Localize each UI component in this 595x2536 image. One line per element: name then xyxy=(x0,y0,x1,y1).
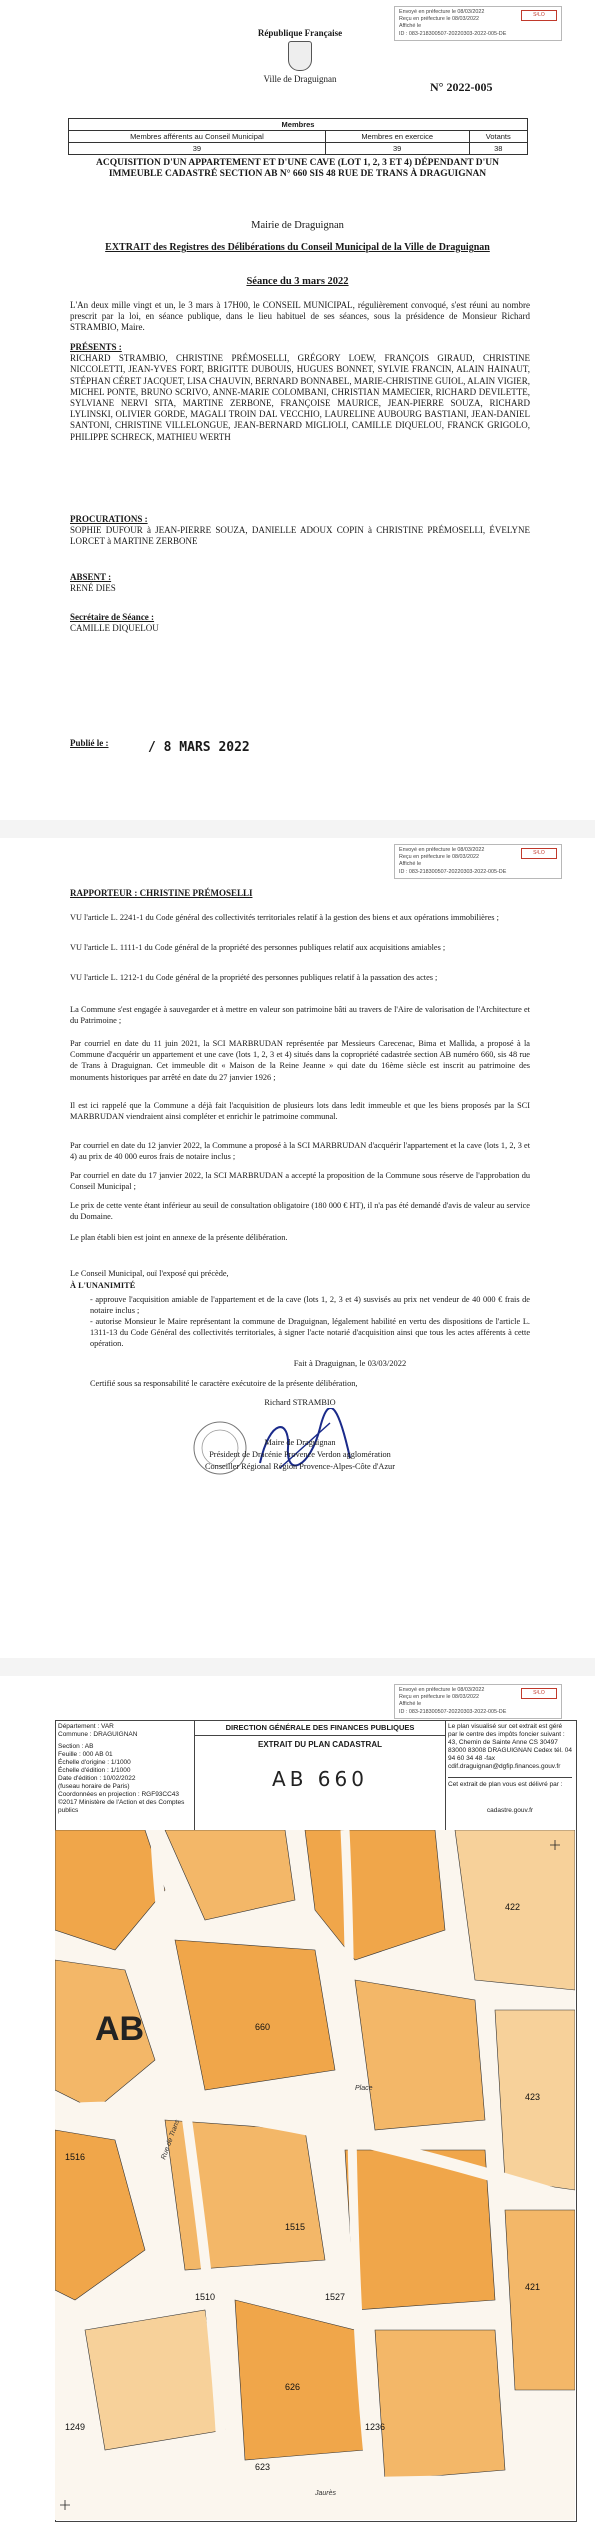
section-label: AB xyxy=(95,2010,145,2048)
page-separator xyxy=(0,820,595,838)
extrait-label: EXTRAIT des Registres des Délibérations du Conseil Municipal de la Ville de Draguignan xyxy=(105,242,490,253)
paragraph-2: Par courriel en date du 11 juin 2021, la SCI MARBRUDAN représentée par Messieurs Carecenac, Bima et Mallida, a proposé à la Commune d'acquérir un appartement et une cave (lots 1, 2, 3 et 4) situés dans la copropriété cadastrée section AB numéro 660, sis 48 rue de Trans à Draguignan. Cet immeuble dit « Maison de la Reine Jeanne » qui date du 16ème siècle est inscrit au patrimoine des monuments historiques par arrêté en date du 27 janvier 1926 ; xyxy=(70,1039,530,1082)
secretaire-name: CAMILLE DIQUELOU xyxy=(70,623,159,634)
city-coat-of-arms xyxy=(288,41,312,71)
vu-3: VU l'article L. 1212-1 du Code général de la propriété des personnes publiques relatif à la passation des actes ; xyxy=(70,973,438,982)
vu-1: VU l'article L. 2241-1 du Code général des collectivités territoriales relatif à la gestion des biens et aux opérations immobilières ; xyxy=(70,913,499,922)
plan-fuseau: (fuseau horaire de Paris) xyxy=(58,1783,130,1790)
prefecture-stamp xyxy=(394,1684,562,1719)
plan-header xyxy=(55,1720,575,1831)
procurations-label: PROCURATIONS : xyxy=(70,514,148,524)
plan-commune: Commune : DRAGUIGNAN xyxy=(58,1731,138,1738)
deliberation-number: N° 2022-005 xyxy=(430,80,493,94)
paragraph-7: Le plan établi bien est joint en annexe de la présente délibération. xyxy=(70,1233,288,1242)
stamp-line: Envoyé en préfecture le 08/03/2022 xyxy=(399,1687,485,1693)
absent-section xyxy=(70,572,530,594)
presents-label: PRÉSENTS : xyxy=(70,342,122,352)
absent-list: RENÉ DIES xyxy=(70,583,116,594)
parcel-number: 660 xyxy=(255,2022,271,2032)
prefecture-stamp xyxy=(394,6,562,41)
street-name: Jaurès xyxy=(315,2490,337,2497)
cadastral-map xyxy=(55,1830,575,2520)
parcel-number: 1510 xyxy=(195,2292,216,2302)
plan-title-block xyxy=(195,1720,446,1830)
fait-a: Fait à Draguignan, le 03/03/2022 xyxy=(293,1358,407,1368)
stamp-line: ID : 083-218300507-20220303-2022-005-DE xyxy=(399,1708,507,1715)
publie-date-stamp: / 8 MARS 2022 xyxy=(148,740,250,755)
decision-1: - approuve l'acquisition amiable de l'appartement et de la cave (lots 1, 2, 3 et 4) susvisés au prix net vendeur de 40 000 € frais de notaire inclus ; xyxy=(90,1295,530,1316)
absent-label: ABSENT : xyxy=(70,572,112,582)
parcel-number: 1249 xyxy=(65,2422,86,2432)
plan-copyright: ©2017 Ministère de l'Action et des Comptes publics xyxy=(58,1799,185,1814)
procurations-section xyxy=(70,514,530,548)
paragraph-4: Par courriel en date du 12 janvier 2022, la Commune a proposé à la SCI MARBRUDAN d'acquérir l'appartement et la cave (lots 1, 2, 3 et 4) au prix de 40 000 euros frais de notaire inclus ; xyxy=(70,1141,530,1162)
slo-tag: S²LO xyxy=(521,10,557,21)
parcel-block xyxy=(355,1980,485,2130)
page-separator xyxy=(0,1658,595,1676)
plan-commande: Cet extrait de plan vous est délivré par : xyxy=(448,1777,572,1789)
secretaire-label: Secrétaire de Séance : xyxy=(70,612,155,622)
plan-site: cadastre.gouv.fr xyxy=(486,1807,534,1814)
signatory-name: Richard STRAMBIO xyxy=(264,1398,336,1407)
stamp-line: Affiché le xyxy=(399,23,422,30)
parcel-number: 626 xyxy=(285,2382,301,2392)
plan-date-edition: Date d'édition : 10/02/2022 xyxy=(58,1775,136,1782)
plan-echelle-edition: Échelle d'édition : 1/1000 xyxy=(58,1767,131,1774)
decision-intro: Le Conseil Municipal, ouï l'exposé qui précède, xyxy=(70,1269,229,1278)
city-name: Ville de Draguignan xyxy=(263,74,337,84)
deliberation-title: ACQUISITION D'UN APPARTEMENT ET D'UNE CAVE (LOT 1, 2, 3 ET 4) DÉPENDANT D'UN IMMEUBLE CADASTRÉ SECTION AB N° 660 SIS 48 RUE DE TRANS À DRAGUIGNAN xyxy=(95,158,500,179)
plan-echelle-origine: Échelle d'origine : 1/1000 xyxy=(58,1759,131,1766)
city-header xyxy=(240,28,360,84)
parcel-block xyxy=(505,2210,575,2390)
intro-text: L'An deux mille vingt et un, le 3 mars à 17H00, le CONSEIL MUNICIPAL, régulièrement convoqué, s'est réuni au nombre prescrit par la loi, en séance publique, dans le lieu habituel de ses séances, sous la présidence de Monsieur Richard STRAMBIO, Maire. xyxy=(70,300,530,333)
members-value: 38 xyxy=(469,143,528,155)
stamp-line: Envoyé en préfecture le 08/03/2022 xyxy=(399,9,485,15)
street xyxy=(55,2480,575,2490)
members-col: Membres afférents au Conseil Municipal xyxy=(69,131,326,143)
stamp-line: ID : 083-218300507-20220303-2022-005-DE xyxy=(399,868,507,875)
members-col: Votants xyxy=(469,131,528,143)
plan-info-left xyxy=(55,1720,195,1830)
members-value: 39 xyxy=(325,143,469,155)
stamp-line: ID : 083-218300507-20220303-2022-005-DE xyxy=(399,30,507,37)
plan-service: Le plan visualisé sur cet extrait est géré par le centre des impôts foncier suivant : 43, Chemin de Sainte Anne CS 30497 83000 83008 DRAGUIGNAN Cedex tél. 04 94 60 34 48 -fax cdif.draguignan@dgfip.finances.gouv.fr xyxy=(448,1723,572,1770)
parcel-number: 422 xyxy=(505,1902,521,1912)
deliberation-page-1 xyxy=(0,0,595,820)
decision-2: - autorise Monsieur le Maire représentant la commune de Draguignan, légalement habilité en vertu des dispositions de l'article L. 1311-13 du Code Général des collectivités territoriales, à signer l'acte notarié d'acquisition ainsi que tous les actes afférents à cette opération. xyxy=(90,1317,530,1349)
stamp-line: Affiché le xyxy=(399,861,422,868)
mairie-label: Mairie de Draguignan xyxy=(251,220,344,231)
procurations-list: SOPHIE DUFOUR à JEAN-PIERRE SOUZA, DANIELLE ADOUX COPIN à CHRISTINE PRÉMOSELLI, ÉVELYNE LORCET à MARTINE ZERBONE xyxy=(70,525,530,547)
seance-date: Séance du 3 mars 2022 xyxy=(246,276,349,287)
parcel-number: 623 xyxy=(255,2462,271,2472)
parcel-number: 1236 xyxy=(365,2422,386,2432)
presents-list: RICHARD STRAMBIO, CHRISTINE PRÉMOSELLI, GRÉGORY LOEW, FRANÇOIS GIRAUD, CHRISTINE NICCOLETTI, JEAN-YVES FORT, BRIGITTE DUBOUIS, HUGUES BONNET, SYLVIE FRANCIN, ALAIN HAINAUT, STÉPHAN CÉRET JACQUET, LISA CHAUVIN, BERNARD BONNABEL, MARIE-CHRISTINE GUIOL, ALAIN VIGIER, MICHEL PONTE, BRUNO SCRIVO, ANNE-MARIE COLOMBANI, CHRISTIAN MAMECIER, RICHARD DEVILETTE, SYLVIANE NERVI SITA, MARTINE ZERBONE, FRANÇOISE MAURICE, JEAN-PIERRE SOUZA, RICHARD LYLINSKI, OLIVIER GORDE, MAGALI TROIN DAL VECCHIO, LAURELINE AUBOURG BASTIANI, JEAN-DANIEL SANTONI, CHRISTINE VILLELONGUE, JEAN-BERNARD MIGLIOLI, CAMILLE DIQUELOU, FRANCK GRIGOLO, PHILIPPE SCHRECK, MATHIEU WERTH xyxy=(70,353,530,442)
paragraph-6: Le prix de cette vente étant inférieur au seuil de consultation obligatoire (180 000 € HT), il n'a pas été demandé d'avis de valeur au service du Domaine. xyxy=(70,1201,530,1222)
plan-feuille: Feuille : 000 AB 01 xyxy=(58,1751,113,1758)
secretaire-section xyxy=(70,612,530,634)
unanimite: À L'UNANIMITÉ xyxy=(70,1281,136,1290)
street-name: Rue de Trans xyxy=(160,2118,182,2161)
plan-direction: DIRECTION GÉNÉRALE DES FINANCES PUBLIQUES xyxy=(195,1720,445,1736)
members-caption: Membres xyxy=(69,119,528,131)
rapporteur: RAPPORTEUR : CHRISTINE PRÉMOSELLI xyxy=(70,888,253,898)
publie-label xyxy=(70,738,150,749)
parcel-block xyxy=(375,2330,505,2480)
members-value: 39 xyxy=(69,143,326,155)
members-table xyxy=(68,118,528,155)
signatory-role-2: Président de Dracénie Provence Verdon agglomération xyxy=(209,1450,391,1459)
certifie: Certifié sous sa responsabilité le caractère exécutoire de la présente délibération, xyxy=(90,1379,358,1388)
plan-coord: Coordonnées en projection : RGF93CC43 xyxy=(58,1791,180,1798)
parcel-block xyxy=(85,2310,225,2450)
parcel-number: 1515 xyxy=(285,2222,306,2232)
paragraph-5: Par courriel en date du 17 janvier 2022, la SCI MARBRUDAN a accepté la proposition de la Commune sous réserve de l'approbation du Conseil Municipal ; xyxy=(70,1171,530,1192)
signatory-role-3: Conseiller Régional Région Provence-Alpes-Côte d'Azur xyxy=(205,1462,395,1471)
street-name: Place xyxy=(355,2085,373,2092)
stamp-line: Reçu en préfecture le 08/03/2022 xyxy=(399,854,480,861)
stamp-line: Reçu en préfecture le 08/03/2022 xyxy=(399,1694,480,1701)
parcel-number: 423 xyxy=(525,2092,541,2102)
presents-section xyxy=(70,342,530,443)
members-col: Membres en exercice xyxy=(325,131,469,143)
plan-dept: Département : VAR xyxy=(58,1723,114,1730)
paragraph-3: Il est ici rappelé que la Commune a déjà fait l'acquisition de plusieurs lots dans ledit immeuble et que les biens proposés par la SCI MARBRUDAN viendraient ainsi compléter et enrichir le patrimoine communal. xyxy=(70,1101,530,1122)
stamp-line: Affiché le xyxy=(399,1701,422,1708)
vu-2: VU l'article L. 1111-1 du Code général de la propriété des personnes publiques relatif aux acquisitions amiables ; xyxy=(70,943,446,952)
parcel-number: 421 xyxy=(525,2282,541,2292)
plan-info-right xyxy=(445,1720,575,1830)
plan-section: Section : AB xyxy=(58,1743,94,1750)
parcel-number: 1516 xyxy=(65,2152,86,2162)
deliberation-page-2 xyxy=(0,838,595,1658)
parcel-number: 1527 xyxy=(325,2292,346,2302)
slo-tag: S²LO xyxy=(521,1688,557,1699)
stamp-line: Envoyé en préfecture le 08/03/2022 xyxy=(399,847,485,853)
handwritten-parcel-ref: AB 660 xyxy=(272,1767,368,1791)
publie-label-text: Publié le : xyxy=(70,738,109,748)
paragraph-1: La Commune s'est engagée à sauvegarder et à mettre en valeur son patrimoine bâti au travers de l'Aire de valorisation de l'Architecture et du Patrimoine ; xyxy=(70,1005,530,1026)
stamp-line: Reçu en préfecture le 08/03/2022 xyxy=(399,16,480,23)
prefecture-stamp xyxy=(394,844,562,879)
slo-tag: S²LO xyxy=(521,848,557,859)
republic-label: République Française xyxy=(257,28,343,38)
signatory-role-1: Maire de Draguignan xyxy=(264,1438,336,1447)
plan-extrait-title: EXTRAIT DU PLAN CADASTRAL xyxy=(258,1740,382,1749)
